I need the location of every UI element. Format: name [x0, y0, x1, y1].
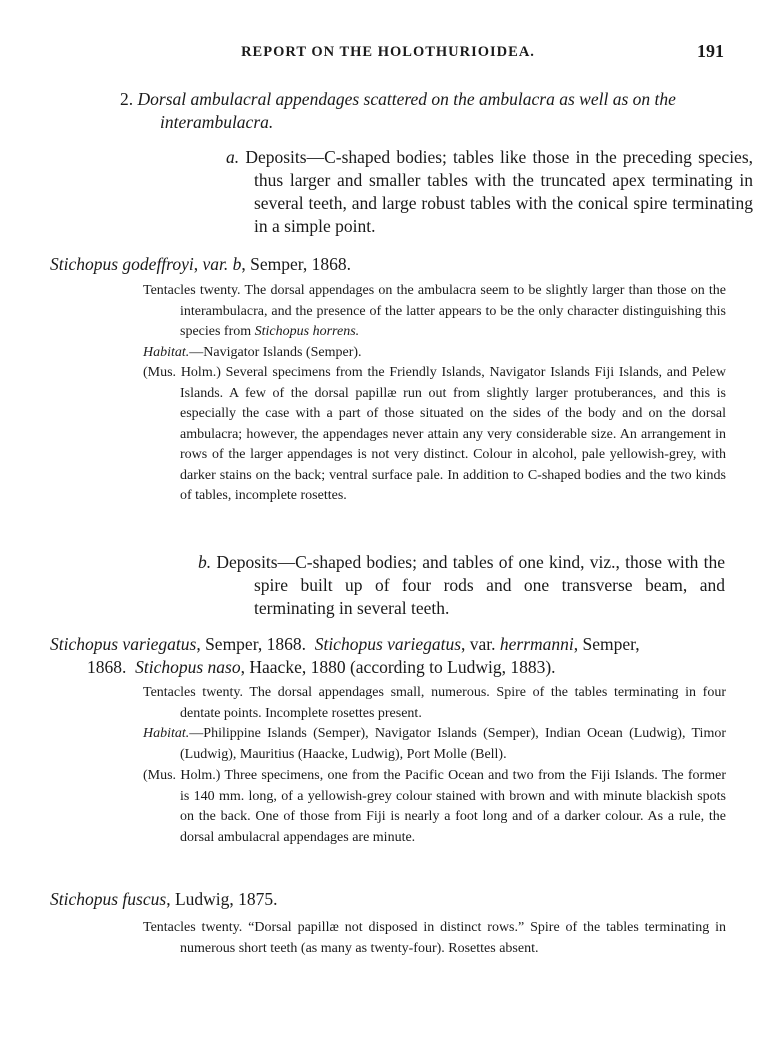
section-a-letter: a.: [226, 147, 240, 167]
fuscus-authority: , Ludwig, 1875.: [166, 889, 278, 909]
variegatus-name-1: Stichopus variegatus: [50, 634, 197, 654]
section-2-heading: [120, 88, 730, 134]
variegatus-museum: [143, 766, 726, 848]
habitat-text: —Philippine Islands (Semper), Navigator Islands (Semper), Indian Ocean (Ludwig), Timor (Ludwig), Mauritius (Haacke, Ludwig), Port Molle (Bell).: [180, 726, 726, 762]
section-a-paragraph: [198, 146, 753, 238]
habitat-text: —Navigator Islands (Semper).: [189, 345, 362, 360]
godeffroyi-tentacles: [143, 281, 726, 343]
variegatus-year: 1868.: [87, 657, 127, 677]
museum-text: (Mus. Holm.) Three specimens, one from the Pacific Ocean and two from the Fiji Islands. The former is 140 mm. long, of a yellowish-grey colour stained with brown and with minute blackish spots on the back. One of those from Fiji is nearly a foot long and of a darker colour. As a rule, the dorsal ambulacral appendages are minute.: [143, 768, 726, 845]
variegatus-habitat: [143, 724, 726, 765]
tentacles-text: Tentacles twenty. “Dorsal papillæ not disposed in distinct rows.” Spire of the tables terminating in numerous short teeth (as many as twenty-four). Rosettes absent.: [143, 920, 726, 956]
variegatus-name-2: Stichopus variegatus: [314, 634, 462, 654]
species-name: Stichopus godeffroyi: [50, 254, 194, 274]
variegatus-var-label: , var.: [461, 634, 496, 654]
section-b-paragraph: [198, 551, 725, 620]
section-b-text: Deposits—C-shaped bodies; and tables of one kind, viz., those with the spire built up of four rods and one transverse beam, and terminating in several teeth.: [216, 552, 725, 618]
page-header-title: REPORT ON THE HOLOTHURIOIDEA.: [241, 44, 535, 60]
species-heading-fuscus: [50, 888, 278, 911]
godeffroyi-museum: [143, 363, 726, 507]
species-heading-godeffroyi: Stichopus godeffroyi, var. b, Semper, 1868.: [50, 254, 351, 274]
section-2-text-line2: interambulacra.: [160, 112, 274, 132]
habitat-label: Habitat.: [143, 345, 190, 360]
habitat-label: Habitat.: [143, 726, 190, 741]
fuscus-name: Stichopus fuscus: [50, 889, 167, 909]
tentacles-text: Tentacles twenty. The dorsal appendages on the ambulacra seem to be slightly larger than those on the interambulacra, and the presence of the latter appears to be the only character distinguishing this species from: [143, 283, 726, 339]
fuscus-tentacles: [143, 918, 726, 959]
variegatus-authority-2: , Semper,: [573, 634, 640, 654]
section-a-text: Deposits—C-shaped bodies; tables like those in the preceding species, thus larger and smaller tables with the truncated apex terminating in several teeth, and large robust tables with the conical spire terminating in a simple point.: [245, 147, 754, 236]
variegatus-authority-1: , Semper, 1868.: [196, 634, 306, 654]
variegatus-var-name: herrmanni: [499, 634, 574, 654]
species-heading-variegatus: [50, 633, 726, 679]
variegatus-tentacles: [143, 683, 726, 724]
godeffroyi-habitat: [143, 343, 362, 364]
variegatus-authority-3: , Haacke, 1880 (according to Ludwig, 1883).: [240, 657, 556, 677]
section-2-text-line1: Dorsal ambulacral appendages scattered on the ambulacra as well as on the: [137, 89, 676, 109]
section-2-number: 2.: [120, 89, 134, 109]
tentacles-species: Stichopus horrens.: [254, 324, 360, 339]
species-variety: var. b: [202, 254, 242, 274]
page-number: 191: [697, 41, 724, 61]
museum-text: (Mus. Holm.) Several specimens from the Friendly Islands, Navigator Islands Fiji Islands, and Pelew Islands. A few of the dorsal papillæ run out from slightly larger protuberances, and this is especially the case with a part of those situated on the sides of the body and on the dorsal ambulacra; however, the appendages never attain any very considerable size. An arrangement in rows of the larger appendages is not very distinct. Colour in alcohol, pale yellowish-grey, with darker stains on the back; ventral surface pale. In addition to C-shaped bodies and the two kinds of tables, incomplete rosettes.: [143, 365, 726, 503]
species-authority: , Semper, 1868.: [241, 254, 351, 274]
section-b-letter: b.: [198, 552, 212, 572]
running-head: [0, 41, 776, 68]
variegatus-name-3: Stichopus naso: [135, 657, 241, 677]
tentacles-text: Tentacles twenty. The dorsal appendages small, numerous. Spire of the tables terminating in four dentate points. Incomplete rosettes present.: [143, 685, 726, 721]
